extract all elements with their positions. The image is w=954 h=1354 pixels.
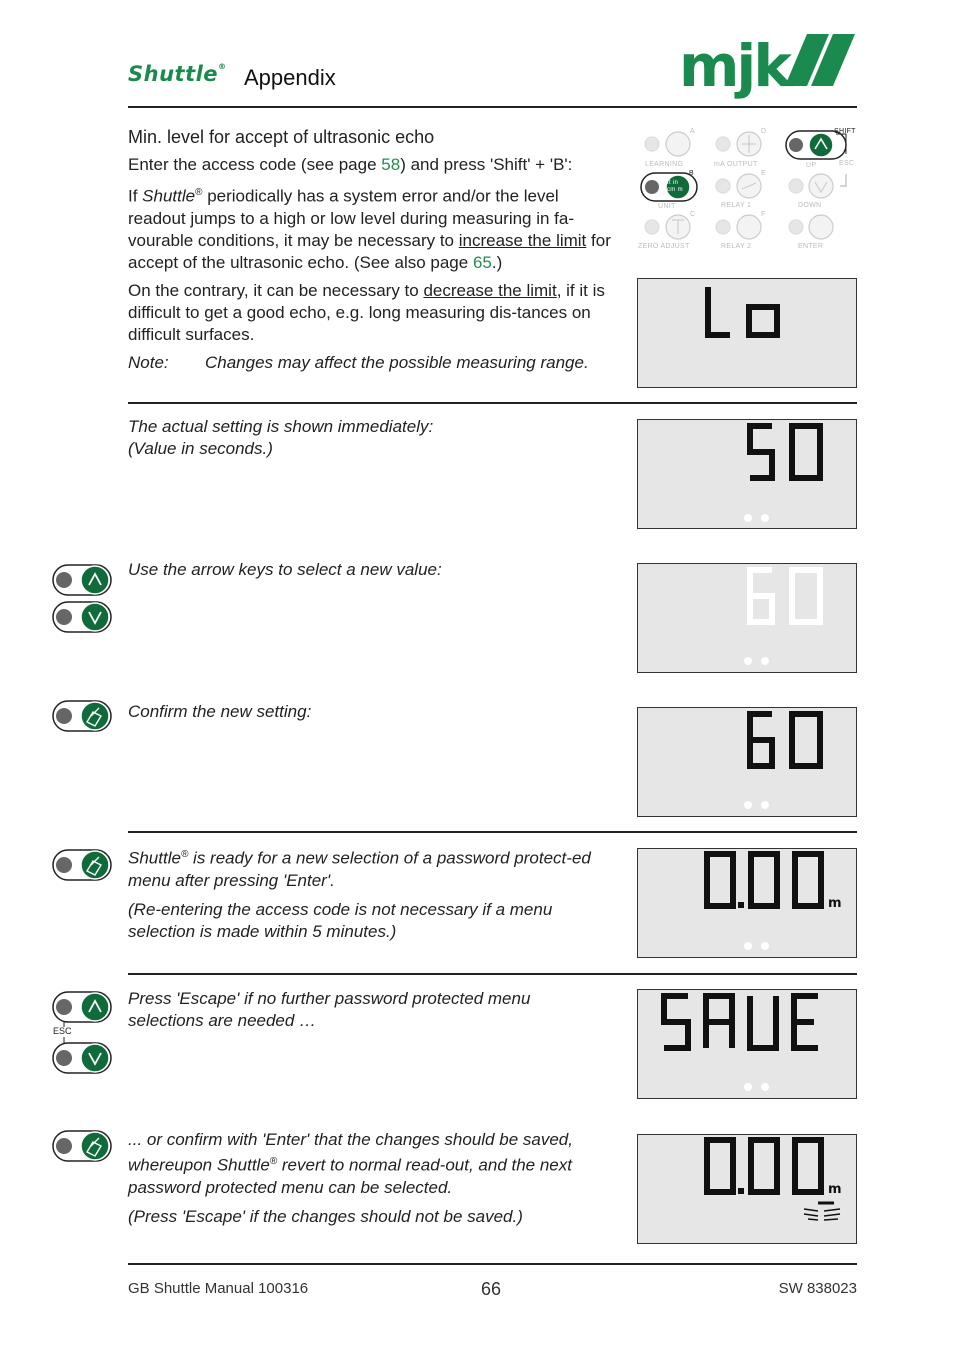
enter-button[interactable] [50, 1128, 116, 1166]
label-enter: ENTER [798, 243, 824, 250]
enter-button[interactable] [50, 698, 116, 736]
lcd-60-svg [638, 708, 856, 816]
decrease-paragraph: On the contrary, it can be necessary to decrease the limit, if it is difficult to get a good echo, e.g. long measuring dis-tances on difficult surfaces. [128, 280, 605, 344]
up-down-keys [50, 562, 116, 638]
enter-button-wrap-3 [50, 1128, 116, 1166]
svg-text:mjk: mjk [679, 32, 789, 100]
up-key [786, 131, 846, 159]
label-c: C [690, 211, 696, 218]
label-b: B [689, 170, 694, 177]
label-relay1: RELAY 1 [721, 202, 752, 209]
label-a: A [690, 128, 695, 135]
label-down: DOWN [798, 202, 822, 209]
increase-paragraph: If Shuttle® periodically has a system error and/or the level readout jumps to a high or low level during measuring in fa-vourable conditions, it may be necessary to increase the limit for accept of the ultrasonic echo. (See also page 65.) [128, 186, 611, 272]
divider [128, 831, 857, 833]
label-cm-m: cm m [667, 187, 683, 193]
label-unit: UNIT [658, 203, 676, 210]
step3-text: Confirm the new setting: [128, 702, 312, 721]
lcd-display-save [637, 989, 857, 1099]
esc-label: ESC [53, 1026, 72, 1036]
ma-output-key [716, 132, 761, 156]
svg-text:m: m [828, 896, 842, 911]
keypad-diagram [636, 126, 858, 256]
lcd-display-50 [637, 419, 857, 529]
label-ma-output: mA OUTPUT [714, 161, 758, 168]
enter-button-wrap-2 [50, 847, 116, 885]
label-up: UP [806, 162, 817, 169]
svg-text:m: m [828, 1182, 842, 1197]
enter-button[interactable] [50, 847, 116, 885]
page-header [128, 30, 857, 108]
label-e: E [761, 170, 766, 177]
up-arrow-button[interactable] [53, 565, 111, 595]
enter-button-wrap [50, 698, 116, 736]
lcd-display-60 [637, 707, 857, 817]
label-relay2: RELAY 2 [721, 243, 752, 250]
intro-paragraph: Enter the access code (see page 58) and press 'Shift' + 'B': [128, 155, 573, 174]
mjk-logo [677, 30, 857, 102]
page-number: 66 [481, 1279, 502, 1299]
down-key [789, 174, 846, 198]
relay2-key [716, 215, 761, 239]
step2-text: Use the arrow keys to select a new value: [128, 560, 442, 579]
lcd-save-svg [638, 990, 856, 1098]
lcd-display-0-00 [637, 848, 857, 958]
learning-key [645, 132, 690, 156]
lcd-display-0-00-final [637, 1134, 857, 1244]
lcd-60-blink-svg [638, 564, 856, 672]
label-esc: ESC [839, 160, 855, 167]
svg-text:Lo: Lo [747, 279, 749, 280]
lcd-50-svg [638, 420, 856, 528]
down-arrow-button[interactable] [53, 602, 111, 632]
section-title: Min. level for accept of ultrasonic echo [128, 127, 435, 147]
step5-text: Press 'Escape' if no further password protected menu selections are needed … [128, 989, 531, 1030]
step4-text: Shuttle® is ready for a new selection of a password protect-ed menu after pressing 'Enter'. (Re-entering the access code is not necessary if a menu selection is made within 5 minutes.) [128, 848, 591, 941]
label-ft-in: ft in [667, 180, 679, 186]
page-link-58[interactable]: 58 [381, 155, 401, 174]
label-learning: LEARNING [645, 161, 684, 168]
relay1-key [716, 174, 761, 198]
up-arrow-button[interactable] [53, 992, 111, 1022]
footer-manual-id: GB Shuttle Manual 100316 [128, 1280, 309, 1297]
footer-divider [128, 1263, 857, 1265]
escape-buttons [50, 989, 116, 1077]
label-f: F [761, 211, 766, 218]
step6-text: ... or confirm with 'Enter' that the changes should be saved, whereupon Shuttle® revert to normal read-out, and the next password protected menu can be selected. (Press 'Escape' if the changes should not be saved.) [128, 1130, 573, 1226]
note-paragraph: Note: Changes may affect the possible measuring range. [128, 352, 589, 372]
shuttle-logo: Shuttle® [128, 62, 227, 86]
lcd-display-60-blink [637, 563, 857, 673]
lcd-display-lo [637, 278, 857, 388]
enter-key [789, 215, 833, 239]
label-d: D [761, 128, 767, 135]
lcd-0-00-final-svg [638, 1135, 856, 1243]
label-zero-adjust: ZERO ADJUST [638, 243, 690, 250]
label-shift: SHIFT [834, 128, 856, 135]
page-title: Appendix [244, 65, 336, 90]
step1-text: The actual setting is shown immediately: (Value in seconds.) [128, 417, 434, 458]
divider [128, 973, 857, 975]
footer-software-id: SW 838023 [778, 1280, 857, 1297]
divider [128, 402, 857, 404]
echo-icon [804, 1203, 840, 1220]
zero-adjust-key [645, 215, 690, 239]
arrow-buttons [50, 562, 116, 638]
lcd-0-00-svg [638, 849, 856, 957]
down-arrow-button[interactable] [53, 1043, 111, 1073]
section-intro [128, 126, 618, 374]
page-link-65[interactable]: 65 [472, 252, 492, 272]
lcd-lo-svg [638, 279, 856, 387]
